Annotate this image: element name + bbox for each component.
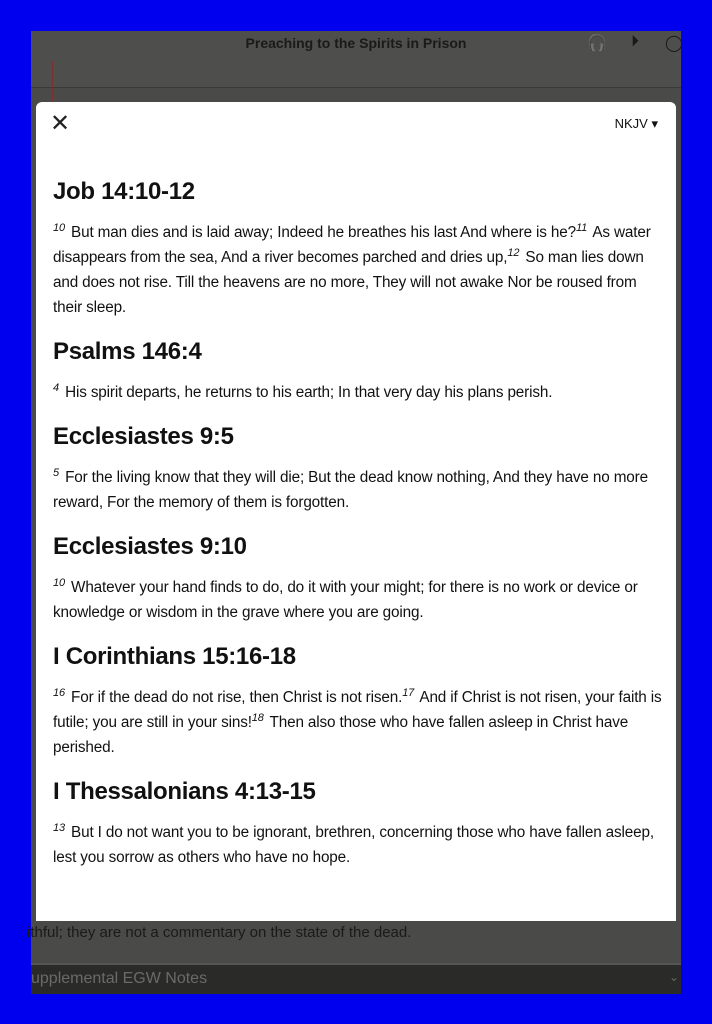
close-button[interactable]: ✕ (50, 110, 71, 137)
passage-reference: Psalms 146:4 (53, 338, 202, 365)
verse-number: 11 (575, 222, 588, 234)
passage-text (53, 820, 663, 870)
scripture-modal (36, 102, 676, 921)
verse-number: 5 (53, 467, 59, 479)
verse-text: For if the dead do not rise, then Christ is not risen. (66, 689, 403, 706)
app-header (31, 31, 681, 88)
verse-number: 17 (402, 687, 415, 699)
play-video-icon[interactable]: ⏵ (631, 33, 640, 50)
passage-text (53, 685, 663, 760)
passage-reference: I Corinthians 15:16-18 (53, 643, 296, 670)
verse-number: 18 (251, 712, 264, 724)
passage-reference: I Thessalonians 4:13-15 (53, 778, 316, 805)
passage-text (53, 380, 663, 405)
verse-number: 12 (507, 247, 520, 259)
verse-number: 16 (53, 687, 65, 699)
passage-text (53, 575, 663, 625)
verse-text: As water disappears from the sea, And a river becomes parched and dries up, (53, 224, 651, 266)
verse-text: For the living know that they will die; But the dead know nothing, And they have no more reward, For the memory of them is forgotten. (53, 469, 648, 511)
verse-number: 4 (53, 382, 59, 394)
supplemental-notes-label: upplemental EGW Notes (31, 970, 208, 987)
verse-number: 13 (53, 822, 65, 834)
passage-reference: Ecclesiastes 9:10 (53, 533, 247, 560)
verse-text: But I do not want you to be ignorant, brethren, concerning those who have fallen asleep, lest you sorrow as others who have no hope. (53, 824, 654, 866)
background-text: ithful; they are not a commentary on the state of the dead. (27, 924, 412, 941)
verse-text: And if Christ is not risen, your faith is futile; you are still in your sins! (53, 689, 662, 731)
app-title: Preaching to the Spirits in Prison (245, 35, 467, 51)
supplemental-notes-bar[interactable] (31, 963, 681, 994)
verse-text: But man dies and is laid away; Indeed he breathes his last And where is he? (66, 224, 576, 241)
passage-text (53, 220, 663, 320)
verse-number: 10 (53, 577, 65, 589)
passage-text (53, 465, 663, 515)
verse-text: His spirit departs, he returns to his earth; In that very day his plans perish. (60, 384, 553, 401)
chevron-down-icon: ⌄ (668, 970, 679, 984)
version-selector[interactable]: NKJV ▾ (614, 116, 658, 131)
headphones-icon[interactable]: 🎧 (587, 35, 607, 52)
verse-number: 10 (53, 222, 65, 234)
verse-text: Then also those who have fallen asleep in Christ have perished. (53, 714, 629, 756)
more-icon[interactable]: ◯ (665, 35, 683, 52)
verse-text: Whatever your hand finds to do, do it with your might; for there is no work or device or knowledge or wisdom in the grave where you are going. (53, 579, 638, 621)
verse-text: So man lies down and does not rise. Till the heavens are no more, They will not awake Nor be roused from their sleep. (53, 249, 644, 316)
passage-reference: Job 14:10-12 (53, 178, 195, 205)
passage-reference: Ecclesiastes 9:5 (53, 423, 234, 450)
passages-list (53, 174, 663, 884)
